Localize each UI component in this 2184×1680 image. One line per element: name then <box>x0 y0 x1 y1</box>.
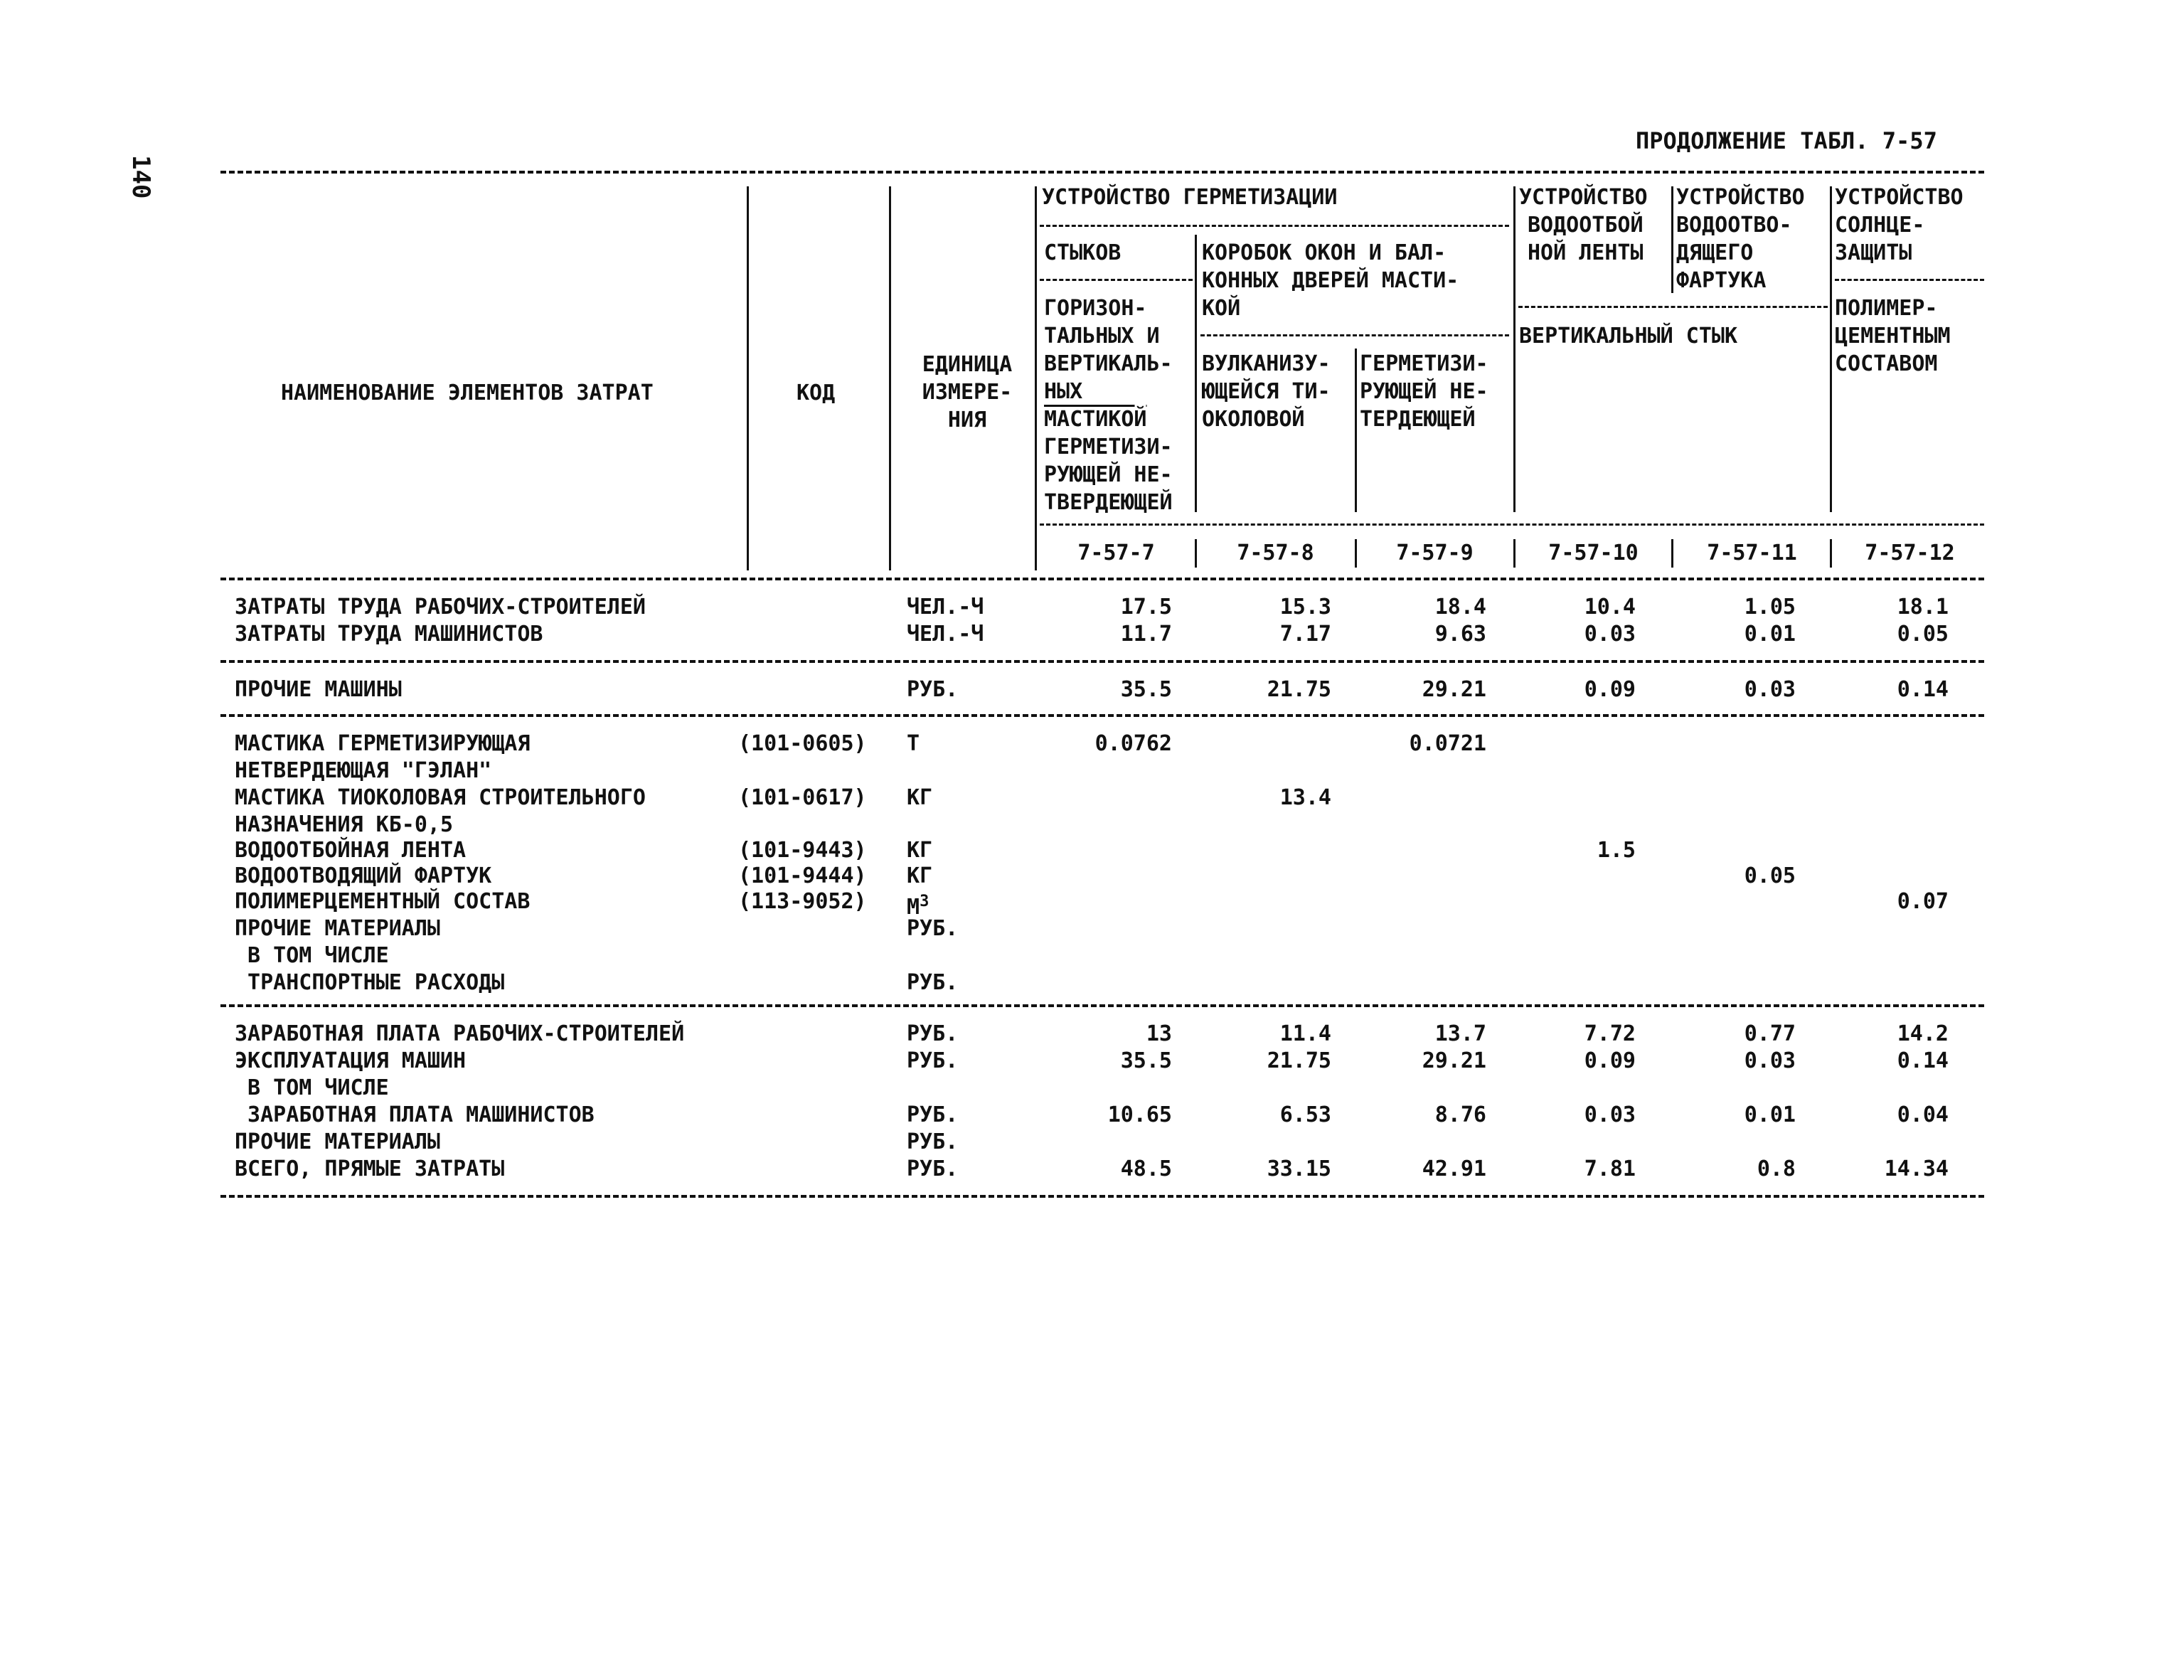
code-7-57-9: 7-57-9 <box>1396 541 1474 565</box>
header-boxes-2: КОННЫХ ДВЕРЕЙ МАСТИ- <box>1202 268 1459 293</box>
code-7-57-12: 7-57-12 <box>1865 541 1955 565</box>
rule-above-codes <box>1040 523 1984 526</box>
row-name: ЗАРАБОТНАЯ ПЛАТА МАШИНИСТОВ <box>235 1102 595 1127</box>
code-7-57-7: 7-57-7 <box>1077 541 1155 565</box>
row-name: ТРАНСПОРТНЫЕ РАСХОДЫ <box>235 970 505 995</box>
rule-under-hermetization <box>1040 225 1509 227</box>
rule-header-bottom <box>220 578 1984 580</box>
row-value: 0.03 <box>1584 622 1636 647</box>
row-unit: КГ <box>907 863 933 888</box>
header-herm-1: ГЕРМЕТИЗИ- <box>1360 351 1488 376</box>
row-value: 35.5 <box>1120 1048 1172 1073</box>
header-boxes-1: КОРОБОК ОКОН И БАЛ- <box>1202 240 1447 265</box>
row-name: В ТОМ ЧИСЛЕ <box>235 943 389 968</box>
page-number: 140 <box>127 155 155 199</box>
row-value: 42.91 <box>1422 1157 1486 1181</box>
row-name: ВОДООТВОДЯЩИЙ ФАРТУК <box>235 863 492 888</box>
row-unit: ЧЕЛ.-Ч <box>907 595 984 620</box>
row-value: 13.4 <box>1279 785 1331 810</box>
row-value: 11.7 <box>1120 622 1172 647</box>
row-value: 0.14 <box>1897 677 1949 702</box>
row-value: 14.2 <box>1897 1021 1949 1046</box>
row-value: 21.75 <box>1267 1048 1331 1073</box>
row-name: ПРОЧИЕ МАТЕРИАЛЫ <box>235 916 440 941</box>
header-herm-3: ТЕРДЕЮЩЕЙ <box>1360 407 1476 432</box>
header-vertical-joint: ВЕРТИКАЛЬНЫЙ СТЫК <box>1519 324 1738 349</box>
code-7-57-11: 7-57-11 <box>1707 541 1797 565</box>
header-vulc-1: ВУЛКАНИЗУ- <box>1202 351 1331 376</box>
row-code: (101-0617) <box>738 785 867 810</box>
row-value: 10.4 <box>1584 595 1636 620</box>
header-sunshade-sub-2: ЦЕМЕНТНЫМ <box>1835 324 1951 349</box>
row-value: 0.0762 <box>1094 731 1172 756</box>
row-value: 7.17 <box>1279 622 1331 647</box>
header-unit-2: ИЗМЕРЕ- <box>922 380 1013 405</box>
row-value: 18.4 <box>1434 595 1486 620</box>
row-value: 7.81 <box>1584 1157 1636 1181</box>
row-value: 13.7 <box>1434 1021 1486 1046</box>
row-value: 7.72 <box>1584 1021 1636 1046</box>
row-value: 29.21 <box>1422 1048 1486 1073</box>
row-value: 0.03 <box>1744 1048 1796 1073</box>
header-sunshade-sub-1: ПОЛИМЕР- <box>1835 296 1938 321</box>
vsep-code-unit <box>889 186 891 570</box>
row-code: (113-9052) <box>738 889 867 914</box>
row-value: 17.5 <box>1120 595 1172 620</box>
row-name: МАСТИКА ГЕРМЕТИЗИРУЮЩАЯ <box>235 731 531 756</box>
header-waterbar-2: ВОДООТБОЙ <box>1528 213 1644 238</box>
row-value: 0.09 <box>1584 677 1636 702</box>
row-unit: Т <box>907 731 920 756</box>
row-name: ПОЛИМЕРЦЕМЕНТНЫЙ СОСТАВ <box>235 889 531 914</box>
row-unit: $М^3$ <box>907 893 929 920</box>
header-sunshade-2: СОЛНЦЕ- <box>1835 213 1925 238</box>
unit-superscript: 3 <box>920 893 929 910</box>
header-joints-sub-7: РУЮЩЕЙ НЕ- <box>1044 462 1173 487</box>
row-code: (101-9444) <box>738 863 867 888</box>
header-code: КОД <box>797 381 836 405</box>
row-value: 0.01 <box>1744 1102 1796 1127</box>
header-hermetization: УСТРОЙСТВО ГЕРМЕТИЗАЦИИ <box>1042 185 1338 210</box>
rule-section-3 <box>220 1004 1984 1007</box>
vsep-code-row-2 <box>1355 539 1357 568</box>
row-name: ПРОЧИЕ МАТЕРИАЛЫ <box>235 1129 440 1154</box>
row-value: 48.5 <box>1120 1157 1172 1181</box>
header-vulc-3: ОКОЛОВОЙ <box>1202 407 1305 432</box>
row-name: ВОДООТБОЙНАЯ ЛЕНТА <box>235 838 467 863</box>
row-unit: РУБ. <box>907 1157 959 1181</box>
vsep-name-code <box>747 186 749 570</box>
rule-bottom <box>220 1195 1984 1198</box>
row-value: 21.75 <box>1267 677 1331 702</box>
row-value: 15.3 <box>1279 595 1331 620</box>
row-value: 14.34 <box>1884 1157 1949 1181</box>
row-value: 18.1 <box>1897 595 1949 620</box>
header-drip-3: ДЯЩЕГО <box>1676 240 1754 265</box>
header-vulc-2: ЮЩЕЙСЯ ТИ- <box>1202 379 1331 404</box>
row-value: 0.77 <box>1744 1021 1796 1046</box>
row-value: 0.0721 <box>1409 731 1486 756</box>
row-value: 0.03 <box>1584 1102 1636 1127</box>
row-value: 0.09 <box>1584 1048 1636 1073</box>
row-value: 8.76 <box>1434 1102 1486 1127</box>
row-value: 10.65 <box>1107 1102 1172 1127</box>
header-joints: СТЫКОВ <box>1044 240 1122 265</box>
row-value: 0.04 <box>1897 1102 1949 1127</box>
header-unit-3: НИЯ <box>947 408 987 432</box>
vsep-code-row-3 <box>1513 539 1516 568</box>
row-name: ЗАТРАТЫ ТРУДА МАШИНИСТОВ <box>235 622 543 647</box>
row-value: 1.5 <box>1597 838 1636 863</box>
vsep-code-row-1 <box>1195 539 1197 568</box>
header-drip-2: ВОДООТВО- <box>1676 213 1792 238</box>
header-waterbar-3: НОЙ ЛЕНТЫ <box>1528 240 1644 265</box>
row-name: НАЗНАЧЕНИЯ КБ-0,5 <box>235 812 454 837</box>
row-name: ВСЕГО, ПРЯМЫЕ ЗАТРАТЫ <box>235 1157 505 1181</box>
header-joints-sub-6: ГЕРМЕТИЗИ- <box>1044 435 1173 459</box>
row-unit: КГ <box>907 785 933 810</box>
header-sunshade-3: ЗАЩИТЫ <box>1835 240 1912 265</box>
rule-under-joints <box>1040 279 1193 281</box>
row-unit: РУБ. <box>907 970 959 995</box>
row-unit: РУБ. <box>907 1102 959 1127</box>
rule-under-boxes <box>1200 334 1509 336</box>
header-waterbar-1: УСТРОЙСТВО <box>1519 185 1648 210</box>
row-name: НЕТВЕРДЕЮЩАЯ "ГЭЛАН" <box>235 758 492 783</box>
row-value: 9.63 <box>1434 622 1486 647</box>
code-7-57-10: 7-57-10 <box>1548 541 1639 565</box>
header-joints-sub-4: НЫХ <box>1044 379 1083 404</box>
header-herm-2: РУЮЩЕЙ НЕ- <box>1360 379 1488 404</box>
header-name: НАИМЕНОВАНИЕ ЭЛЕМЕНТОВ ЗАТРАТ <box>281 381 654 405</box>
row-value: 0.03 <box>1744 677 1796 702</box>
vsep-code-row-4 <box>1671 539 1673 568</box>
row-value: 0.05 <box>1744 863 1796 888</box>
row-code: (101-9443) <box>738 838 867 863</box>
vsep-code-row-5 <box>1830 539 1832 568</box>
row-unit: РУБ. <box>907 916 959 941</box>
row-unit: ЧЕЛ.-Ч <box>907 622 984 647</box>
row-unit: РУБ. <box>907 677 959 702</box>
header-sunshade-1: УСТРОЙСТВО <box>1835 185 1964 210</box>
vsep-vulc-herm <box>1355 349 1357 512</box>
rule-section-1 <box>220 660 1984 663</box>
row-name: ЗАРАБОТНАЯ ПЛАТА РАБОЧИХ-СТРОИТЕЛЕЙ <box>235 1021 685 1046</box>
header-joints-sub-1: ГОРИЗОН- <box>1044 296 1147 321</box>
row-name: ЗАТРАТЫ ТРУДА РАБОЧИХ-СТРОИТЕЛЕЙ <box>235 595 646 620</box>
row-value: 13 <box>1146 1021 1172 1046</box>
row-name: ПРОЧИЕ МАШИНЫ <box>235 677 402 702</box>
header-boxes-3: КОЙ <box>1202 296 1241 321</box>
row-value: 1.05 <box>1744 595 1796 620</box>
row-unit: РУБ. <box>907 1048 959 1073</box>
row-code: (101-0605) <box>738 731 867 756</box>
row-value: 0.05 <box>1897 622 1949 647</box>
vsep-joints-boxes <box>1195 235 1197 512</box>
header-joints-sub-8: ТВЕРДЕЮЩЕЙ <box>1044 490 1173 515</box>
row-value: 0.8 <box>1757 1157 1796 1181</box>
rule-under-sunshade <box>1835 279 1984 281</box>
row-value: 6.53 <box>1279 1102 1331 1127</box>
rule-top <box>220 171 1984 174</box>
table-caption: ПРОДОЛЖЕНИЕ ТАБЛ. 7-57 <box>1636 127 1937 154</box>
header-unit-1: ЕДИНИЦА <box>922 352 1013 377</box>
header-drip-1: УСТРОЙСТВО <box>1676 185 1805 210</box>
header-joints-sub-2: ТАЛЬНЫХ И <box>1044 324 1160 349</box>
header-sunshade-sub-3: СОСТАВОМ <box>1835 351 1938 376</box>
row-unit: КГ <box>907 838 933 863</box>
row-value: 0.14 <box>1897 1048 1949 1073</box>
header-joints-sub-3: ВЕРТИКАЛЬ- <box>1044 351 1173 376</box>
row-name: ЭКСПЛУАТАЦИЯ МАШИН <box>235 1048 467 1073</box>
rule-under-waterbar-drip <box>1518 306 1828 308</box>
vsep-waterbar-drip <box>1671 186 1673 293</box>
code-7-57-8: 7-57-8 <box>1237 541 1314 565</box>
vsep-drip-sun <box>1830 186 1832 512</box>
header-drip-4: ФАРТУКА <box>1676 268 1767 293</box>
row-value: 33.15 <box>1267 1157 1331 1181</box>
header-joints-sub-5: МАСТИКОЙ <box>1044 407 1147 432</box>
row-value: 0.01 <box>1744 622 1796 647</box>
vsep-unit-values <box>1035 186 1037 570</box>
row-unit: РУБ. <box>907 1129 959 1154</box>
row-value: 29.21 <box>1422 677 1486 702</box>
row-unit: РУБ. <box>907 1021 959 1046</box>
rule-section-2 <box>220 714 1984 717</box>
row-value: 11.4 <box>1279 1021 1331 1046</box>
row-value: 0.07 <box>1897 889 1949 914</box>
vsep-herm-waterbar <box>1513 186 1516 512</box>
row-name: В ТОМ ЧИСЛЕ <box>235 1075 389 1100</box>
row-name: МАСТИКА ТИОКОЛОВАЯ СТРОИТЕЛЬНОГО <box>235 785 646 810</box>
row-value: 35.5 <box>1120 677 1172 702</box>
